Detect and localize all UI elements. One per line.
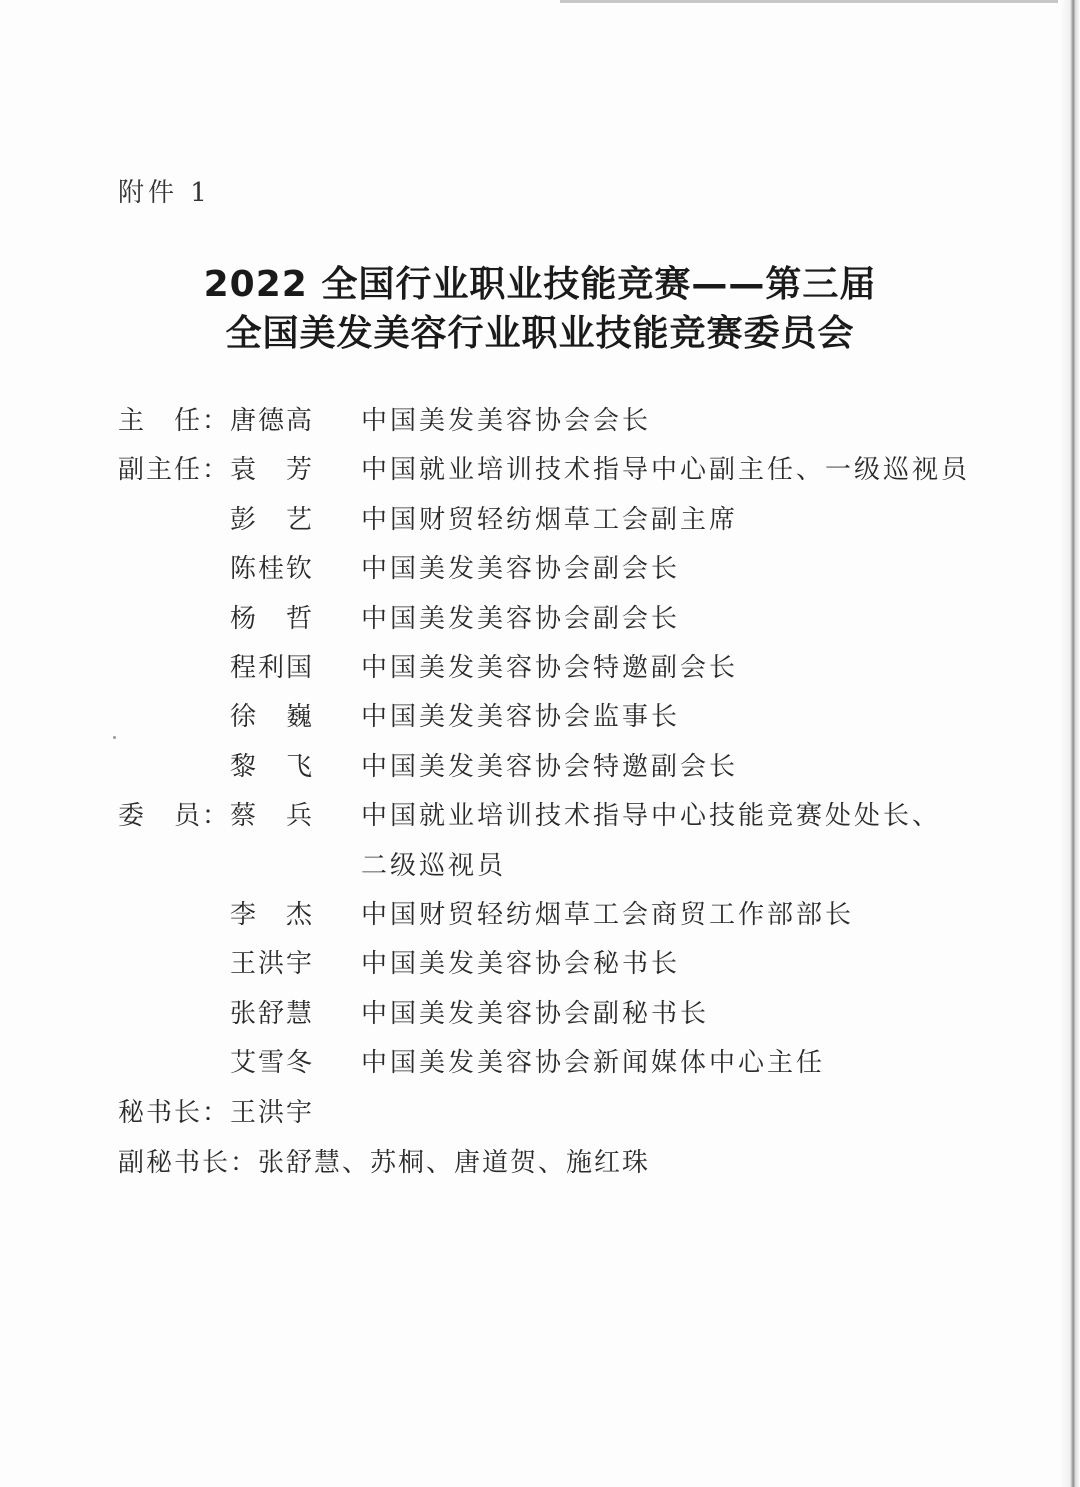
member-position: 中国财贸轻纺烟草工会商贸工作部部长 [361,900,855,930]
member-name: 李 杰 [230,900,315,930]
member-position: 二级巡视员 [361,851,507,881]
member-position: 中国财贸轻纺烟草工会副主席 [361,505,739,535]
member-name: 程利国 [230,653,315,683]
member-position: 中国美发美容协会特邀副会长 [361,653,739,683]
scan-speck [113,736,116,739]
member-name: 彭 艺 [230,505,315,535]
attachment-label: 附件 1 [118,178,211,208]
member-name: 陈桂钦 [230,554,315,584]
document-title-line-1: 2022 全国行业职业技能竞赛——第三届 [203,264,877,305]
member-name: 蔡 兵 [230,801,315,831]
member-position: 中国就业培训技术指导中心副主任、一级巡视员 [361,455,971,485]
member-role: 委 员： [118,801,231,831]
member-position: 中国美发美容协会秘书长 [361,949,681,979]
secretary-general-line: 秘书长：王洪宇 [118,1098,315,1128]
member-name: 袁 芳 [230,455,315,485]
deputy-secretaries-line: 副秘书长：张舒慧、苏桐、唐道贺、施红珠 [118,1148,651,1178]
member-name: 王洪宇 [230,949,315,979]
member-role: 主 任： [118,406,231,436]
member-position: 中国美发美容协会监事长 [361,702,681,732]
scan-right-edge [1058,0,1080,1487]
member-position: 中国美发美容协会特邀副会长 [361,752,739,782]
member-position: 中国美发美容协会会长 [361,406,652,436]
member-name: 张舒慧 [230,999,315,1029]
member-name: 艾雪冬 [230,1048,315,1078]
member-name: 黎 飞 [230,752,315,782]
member-position: 中国美发美容协会副秘书长 [361,999,710,1029]
member-position: 中国美发美容协会副会长 [361,554,681,584]
member-name: 唐德高 [230,406,315,436]
document-title-line-2: 全国美发美容行业职业技能竞赛委员会 [225,313,855,354]
scan-top-edge [560,0,1060,3]
member-name: 杨 哲 [230,604,315,634]
member-position: 中国美发美容协会新闻媒体中心主任 [361,1048,826,1078]
member-name: 徐 巍 [230,702,315,732]
member-position: 中国美发美容协会副会长 [361,604,681,634]
member-role: 副主任： [118,455,231,485]
member-position: 中国就业培训技术指导中心技能竞赛处处长、 [361,801,942,831]
